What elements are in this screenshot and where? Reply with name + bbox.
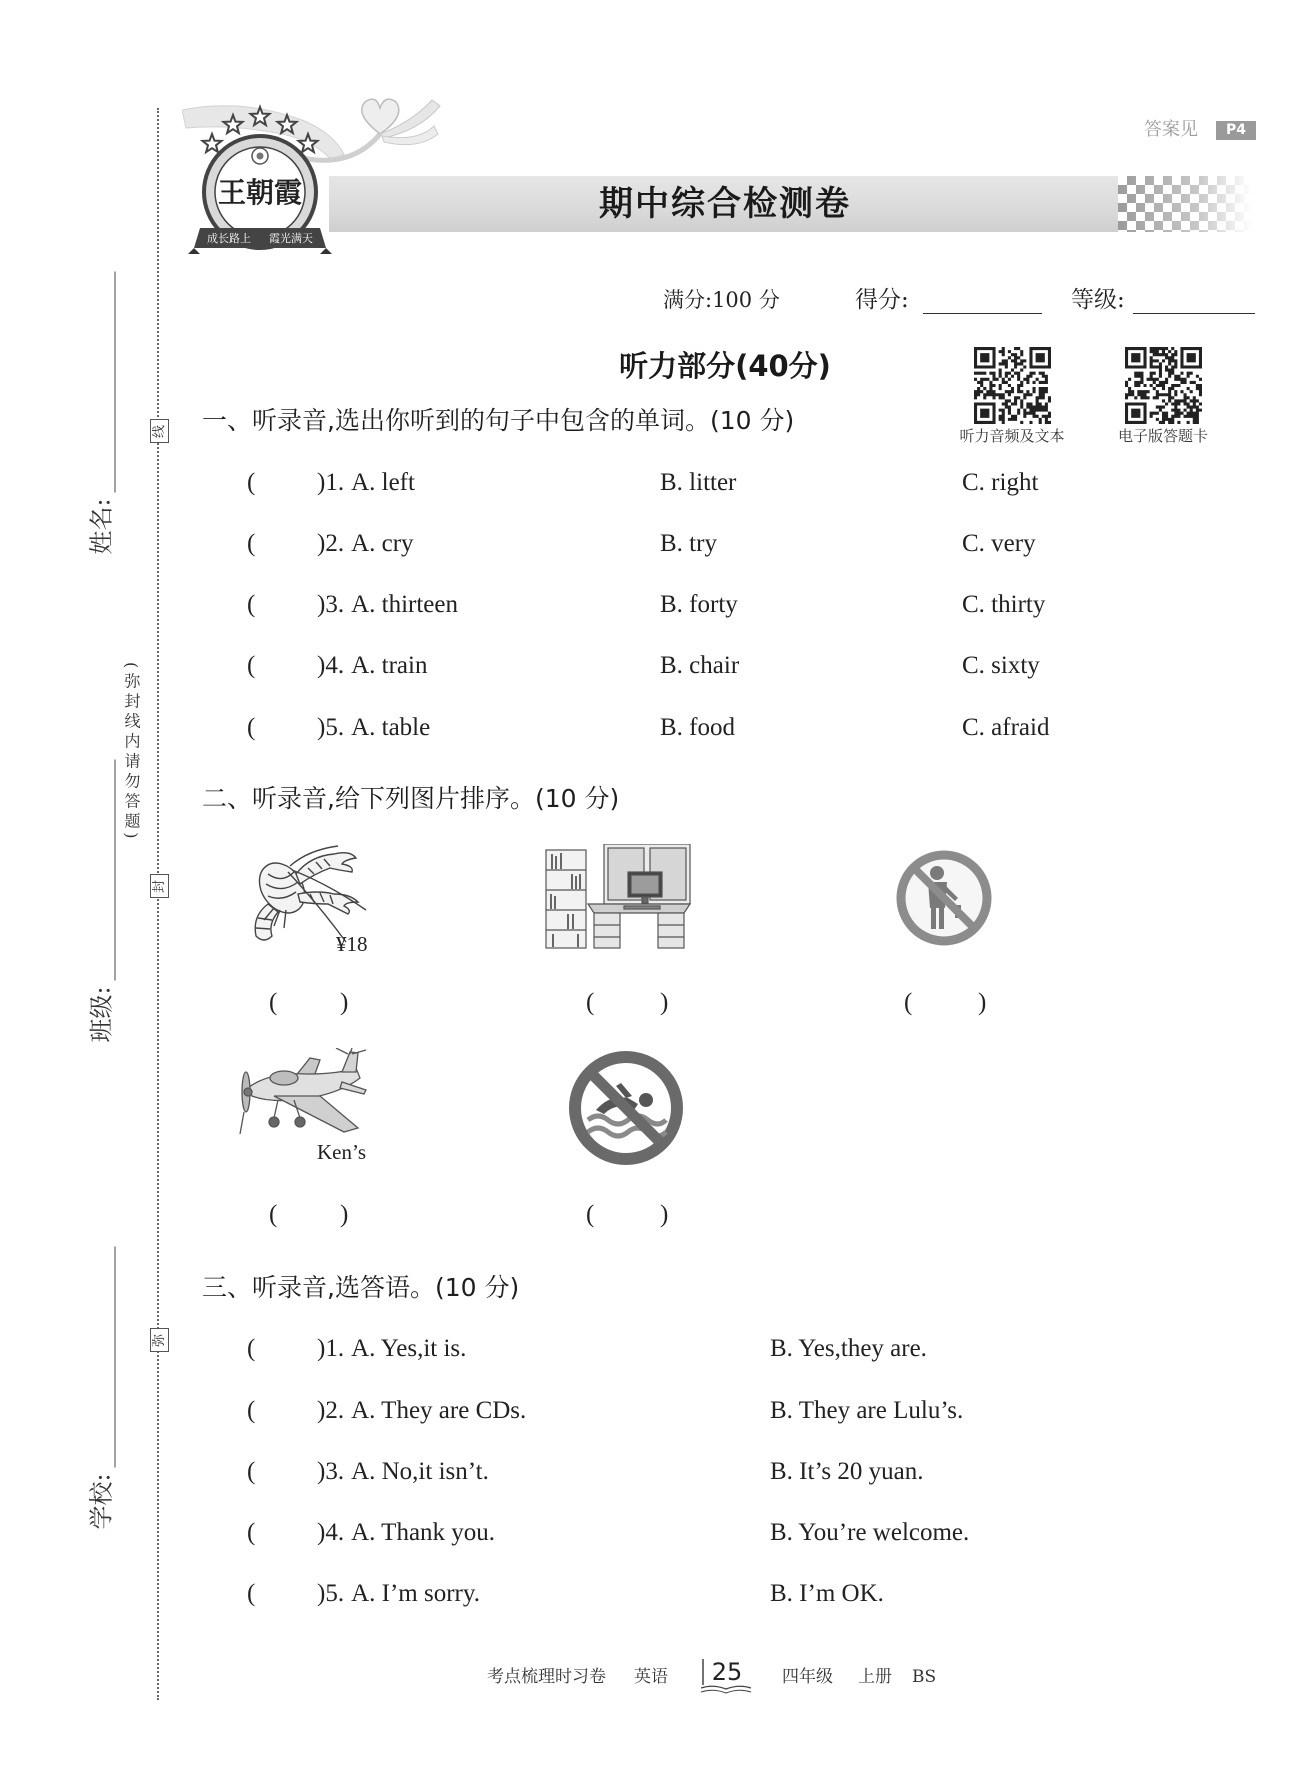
question-number: 4. — [325, 1519, 345, 1546]
question-stem — [317, 467, 415, 499]
plane-owner-caption: Ken’s — [317, 1140, 366, 1164]
seal-mark-line-text: 线 — [151, 424, 167, 438]
publisher-logo — [188, 104, 332, 256]
answer-bracket-open: ( — [247, 1397, 256, 1424]
answer-blank[interactable] — [262, 650, 312, 682]
footer-volume: 上册 — [858, 1667, 892, 1687]
section2-heading: 二、听录音,给下列图片排序。(10 分) — [202, 784, 620, 813]
answer-bracket-open: ( — [247, 1458, 256, 1485]
seal-mark-seal-text: 封 — [151, 879, 167, 893]
person-leg-left — [931, 908, 936, 929]
star-icon — [202, 134, 221, 152]
option-a: A. No,it isn’t. — [351, 1458, 489, 1485]
checker-pattern — [1118, 176, 1252, 232]
section3-question-row-3 — [0, 1456, 1314, 1488]
option-c: C. right — [962, 469, 1039, 496]
qr-label-answer-card: 电子版答题卡 — [1117, 427, 1208, 445]
question-number: 5. — [325, 1580, 345, 1607]
no-littering-sign — [894, 848, 994, 948]
seal-mark-close-text: 弥 — [151, 1333, 167, 1347]
picture2-bracket-close: ) — [660, 989, 669, 1016]
star-icon — [277, 115, 296, 133]
answer-bracket-open: ( — [247, 652, 256, 679]
option-a: A. left — [351, 469, 415, 496]
study-room-picture — [544, 844, 691, 950]
answer-bracket-close: ) — [317, 1580, 326, 1607]
answer-blank[interactable] — [262, 1333, 312, 1365]
star-icon — [223, 115, 242, 133]
plane-wheel — [295, 1117, 305, 1127]
section3-heading: 三、听录音,选答语。(10 分) — [202, 1273, 520, 1302]
section1-question-row-1 — [0, 467, 1314, 499]
school-label: 学校: — [87, 1473, 116, 1530]
grade-label: 等级: — [1071, 287, 1125, 313]
question-number: 4. — [325, 652, 345, 679]
picture2-bracket-open: ( — [586, 989, 595, 1016]
monitor-stand — [642, 897, 648, 903]
option-b: B. chair — [660, 652, 740, 679]
question-stem — [317, 1333, 466, 1365]
footer-series: 考点梳理时习卷 — [487, 1667, 606, 1687]
section1-heading: 一、听录音,选出你听到的句子中包含的单词。(10 分) — [202, 406, 795, 435]
answer-bracket-close: ) — [317, 469, 326, 496]
star-icon — [298, 134, 317, 152]
option-b: B. They are Lulu’s. — [770, 1397, 964, 1424]
picture2-answer-blank[interactable] — [598, 987, 658, 1019]
name-label: 姓名: — [87, 498, 116, 555]
answer-blank[interactable] — [262, 712, 312, 744]
picture3-answer-blank[interactable] — [916, 987, 976, 1019]
picture5-answer-blank[interactable] — [598, 1199, 658, 1231]
plane-tail-wing — [340, 1082, 366, 1094]
desk-drawer-left — [594, 913, 620, 948]
qr-label-audio: 听力音频及文本 — [959, 427, 1065, 445]
listening-part-title: 听力部分(40分) — [619, 349, 831, 383]
logo-ribbon-left: 成长路上 — [207, 232, 251, 245]
picture3-bracket-open: ( — [904, 989, 913, 1016]
swimmer-head — [639, 1093, 653, 1107]
question-stem — [317, 650, 427, 682]
answer-blank[interactable] — [262, 1517, 312, 1549]
seal-note: (弥封线内请勿答题) — [122, 662, 141, 843]
option-b: B. I’m OK. — [770, 1580, 884, 1607]
desk-drawer-right — [658, 913, 684, 948]
picture4-bracket-close: ) — [340, 1201, 349, 1228]
person-head — [930, 866, 944, 880]
plane-gear-strut — [274, 1100, 278, 1118]
answer-bracket-close: ) — [317, 714, 326, 741]
answer-blank[interactable] — [262, 589, 312, 621]
footer-grade: 四年级 — [782, 1667, 833, 1687]
qr-code-answer-card — [1125, 347, 1202, 424]
section3-question-row-1 — [0, 1333, 1314, 1365]
section3-question-row-4 — [0, 1517, 1314, 1549]
section3-question-row-2 — [0, 1395, 1314, 1427]
answer-bracket-close: ) — [317, 591, 326, 618]
score-label: 得分: — [855, 287, 909, 313]
answer-reference-page: P4 — [1216, 121, 1256, 140]
plane-tail-fin — [342, 1052, 358, 1072]
question-number: 5. — [325, 714, 345, 741]
picture4-bracket-open: ( — [269, 1201, 278, 1228]
crayfish-price: ¥18 — [336, 932, 368, 956]
picture4-answer-blank[interactable] — [281, 1199, 337, 1231]
name-field — [85, 272, 119, 555]
answer-bracket-close: ) — [317, 652, 326, 679]
option-b: B. Yes,they are. — [770, 1335, 927, 1362]
answer-bracket-close: ) — [317, 530, 326, 557]
answer-bracket-close: ) — [317, 1335, 326, 1362]
answer-blank[interactable] — [262, 1395, 312, 1427]
answer-bracket-close: ) — [317, 1397, 326, 1424]
class-blank[interactable] — [115, 760, 116, 981]
seal-mark-line — [150, 419, 169, 443]
option-a: A. train — [351, 652, 428, 679]
question-number: 2. — [325, 1397, 345, 1424]
option-a: A. cry — [351, 530, 414, 557]
person-leg-right — [939, 908, 944, 929]
answer-bracket-open: ( — [247, 591, 256, 618]
answer-bracket-close: ) — [317, 1519, 326, 1546]
grade-blank[interactable] — [1133, 313, 1255, 314]
option-b: B. forty — [660, 591, 738, 618]
seal-mark-seal — [150, 874, 169, 898]
question-number: 1. — [325, 1335, 345, 1362]
plane-propeller-hub — [244, 1088, 252, 1096]
section1-question-row-5 — [0, 712, 1314, 744]
footer-page-number: 25 — [711, 1658, 743, 1686]
question-number: 1. — [325, 469, 345, 496]
question-stem — [317, 1456, 489, 1488]
question-number: 3. — [325, 1458, 345, 1485]
page-title: 期中综合检测卷 — [599, 184, 851, 224]
option-a: A. table — [351, 714, 431, 741]
option-a: A. I’m sorry. — [351, 1580, 480, 1607]
answer-blank[interactable] — [262, 1578, 312, 1610]
full-marks: 满分:100 分 — [663, 288, 780, 312]
crayfish-lower-claw — [298, 892, 358, 914]
picture3-bracket-close: ) — [978, 989, 987, 1016]
logo-name: 王朝霞 — [217, 176, 303, 209]
question-stem — [317, 1517, 495, 1549]
no-swimming-sign — [566, 1048, 686, 1168]
option-c: C. sixty — [962, 652, 1040, 679]
question-stem — [317, 589, 458, 621]
star-icon — [250, 107, 269, 125]
picture1-bracket-close: ) — [340, 989, 349, 1016]
toy-plane-picture — [238, 1048, 374, 1138]
picture1-answer-blank[interactable] — [281, 987, 337, 1019]
class-label: 班级: — [87, 986, 116, 1043]
option-c: C. thirty — [962, 591, 1046, 618]
footer-edition: BS — [912, 1667, 937, 1687]
option-a: A. Thank you. — [351, 1519, 496, 1546]
picture5-bracket-close: ) — [660, 1201, 669, 1228]
keyboard — [624, 906, 660, 909]
option-c: C. very — [962, 530, 1036, 557]
answer-bracket-open: ( — [247, 469, 256, 496]
answer-blank[interactable] — [262, 1456, 312, 1488]
plane-cockpit — [270, 1071, 298, 1085]
question-stem — [317, 1395, 526, 1427]
picture5-bracket-open: ( — [586, 1201, 595, 1228]
option-c: C. afraid — [962, 714, 1050, 741]
option-b: B. litter — [660, 469, 737, 496]
section1-question-row-3 — [0, 589, 1314, 621]
score-blank[interactable] — [923, 313, 1042, 314]
option-a: A. Yes,it is. — [351, 1335, 467, 1362]
qr-code-audio — [974, 347, 1051, 424]
monitor-screen — [631, 875, 659, 894]
class-field — [85, 760, 119, 1043]
answer-bracket-open: ( — [247, 530, 256, 557]
answer-bracket-open: ( — [247, 714, 256, 741]
picture1-bracket-open: ( — [269, 989, 278, 1016]
question-stem — [317, 1578, 480, 1610]
page-number-book-curve — [701, 1690, 751, 1693]
section1-question-row-4 — [0, 650, 1314, 682]
option-b: B. You’re welcome. — [770, 1519, 970, 1546]
section3-question-row-5 — [0, 1578, 1314, 1610]
question-stem — [317, 712, 430, 744]
logo-ribbon-right: 霞光满天 — [269, 232, 313, 245]
answer-blank[interactable] — [262, 528, 312, 560]
answer-bracket-open: ( — [247, 1335, 256, 1362]
answer-reference-label: 答案见 — [1144, 119, 1198, 140]
option-b: B. try — [660, 530, 717, 557]
option-b: B. food — [660, 714, 735, 741]
answer-bracket-open: ( — [247, 1519, 256, 1546]
plane-propeller-blade — [240, 1112, 244, 1134]
question-stem — [317, 528, 414, 560]
option-b: B. It’s 20 yuan. — [770, 1458, 924, 1485]
footer-subject: 英语 — [634, 1667, 668, 1687]
answer-bracket-close: ) — [317, 1458, 326, 1485]
question-number: 2. — [325, 530, 345, 557]
crayfish-upper-claw — [296, 853, 356, 884]
crayfish-tail — [255, 904, 278, 940]
section1-question-row-2 — [0, 528, 1314, 560]
answer-bracket-open: ( — [247, 1580, 256, 1607]
question-number: 3. — [325, 591, 345, 618]
plane-near-wing — [274, 1096, 358, 1132]
option-a: A. thirteen — [351, 591, 458, 618]
plane-wheel — [269, 1117, 279, 1127]
option-a: A. They are CDs. — [351, 1397, 527, 1424]
logo-crest-center — [257, 153, 264, 160]
answer-blank[interactable] — [262, 467, 312, 499]
name-blank[interactable] — [115, 272, 116, 493]
